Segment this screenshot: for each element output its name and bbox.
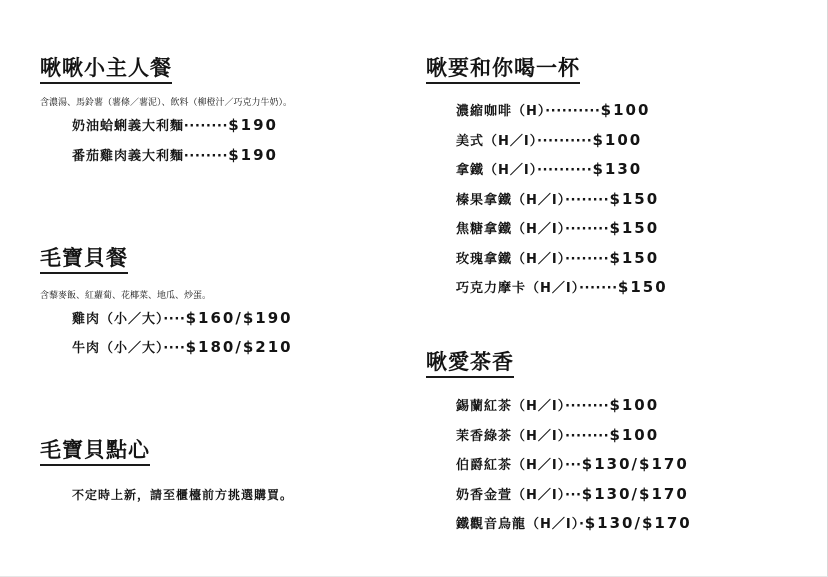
section-note-pet-snacks: 不定時上新，請至櫃檯前方挑選購買。	[72, 488, 294, 502]
item-name: 玫瑰拿鐵（H／I）	[456, 252, 566, 267]
menu-item	[456, 101, 650, 121]
menu-item	[456, 190, 659, 210]
item-price: $130/$170	[581, 485, 689, 503]
item-name: 濃縮咖啡（H）	[456, 104, 546, 119]
item-dots: ‧‧‧‧‧‧‧‧‧‧	[545, 104, 601, 119]
section-title-kids-meal: 啾啾小主人餐	[40, 56, 172, 84]
item-dots: ‧‧‧‧	[163, 341, 186, 356]
menu-item	[456, 514, 692, 534]
menu-item	[456, 160, 642, 180]
menu-item	[72, 309, 293, 329]
item-price: $100	[592, 131, 643, 149]
item-name: 錫蘭紅茶（H／I）	[456, 399, 566, 414]
section-title-pet-meal: 毛寶貝餐	[40, 246, 128, 274]
item-dots: ‧‧‧	[565, 488, 582, 503]
item-name: 牛肉（小／大）	[72, 341, 164, 356]
item-name: 番茄雞肉義大利麵	[72, 149, 185, 164]
item-dots: ‧‧‧‧	[163, 312, 186, 327]
section-desc-pet-meal: 含藜麥飯、紅蘿蔔、花椰菜、地瓜、炒蛋。	[40, 291, 212, 301]
item-dots: ‧‧‧‧‧‧‧	[579, 281, 618, 296]
item-name: 伯爵紅茶（H／I）	[456, 458, 566, 473]
item-name: 巧克力摩卡（H／I）	[456, 281, 580, 296]
menu-item	[456, 131, 642, 151]
item-dots: ‧‧‧‧‧‧‧‧	[184, 149, 229, 164]
item-price: $100	[609, 426, 660, 444]
item-dots: ‧‧‧‧‧‧‧‧	[565, 252, 610, 267]
item-dots: ‧‧‧‧‧‧‧‧‧‧	[537, 134, 593, 149]
item-name: 茉香綠茶（H／I）	[456, 429, 566, 444]
item-name: 奶香金萱（H／I）	[456, 488, 566, 503]
item-name: 美式（H／I）	[456, 134, 538, 149]
section-desc-kids-meal: 含濃湯、馬鈴薯（薯條／薯泥）、飲料（柳橙汁／巧克力牛奶）。	[40, 98, 293, 108]
section-title-pet-snacks: 毛寶貝點心	[40, 438, 150, 466]
menu-item	[456, 249, 659, 269]
item-dots: ‧‧‧‧‧‧‧‧	[565, 222, 610, 237]
item-dots: ‧‧‧‧‧‧‧‧	[565, 193, 610, 208]
item-name: 拿鐵（H／I）	[456, 163, 538, 178]
item-price: $150	[609, 219, 660, 237]
item-name: 雞肉（小／大）	[72, 312, 164, 327]
item-name: 鐵觀音烏龍（H／I）	[456, 517, 580, 532]
item-name: 榛果拿鐵（H／I）	[456, 193, 566, 208]
item-price: $160/$190	[185, 309, 293, 327]
menu-item	[456, 485, 689, 505]
item-name: 焦糖拿鐵（H／I）	[456, 222, 566, 237]
menu-item	[456, 278, 668, 298]
item-price: $190	[228, 116, 278, 134]
section-title-drinks: 啾要和你喝一杯	[426, 56, 580, 84]
menu-item	[72, 116, 278, 136]
item-dots: ‧‧‧	[565, 458, 582, 473]
menu-item	[456, 426, 659, 446]
menu-item	[72, 338, 293, 358]
menu-item	[72, 146, 278, 166]
item-price: $150	[617, 278, 668, 296]
item-price: $190	[228, 146, 278, 164]
item-name: 奶油蛤蜊義大利麵	[72, 119, 185, 134]
item-price: $100	[600, 101, 651, 119]
item-price: $130/$170	[581, 455, 689, 473]
item-price: $180/$210	[185, 338, 293, 356]
section-title-tea: 啾愛茶香	[426, 350, 514, 378]
menu-item	[456, 219, 659, 239]
item-dots: ‧‧‧‧‧‧‧‧	[565, 429, 610, 444]
item-dots: ‧‧‧‧‧‧‧‧	[184, 119, 229, 134]
item-dots: ‧‧‧‧‧‧‧‧	[565, 399, 610, 414]
item-dots: ‧	[579, 517, 585, 532]
item-price: $100	[609, 396, 660, 414]
item-price: $130	[592, 160, 643, 178]
item-price: $130/$170	[584, 514, 692, 532]
item-price: $150	[609, 190, 660, 208]
menu-item	[456, 396, 659, 416]
item-price: $150	[609, 249, 660, 267]
item-dots: ‧‧‧‧‧‧‧‧‧‧	[537, 163, 593, 178]
menu-item	[456, 455, 689, 475]
